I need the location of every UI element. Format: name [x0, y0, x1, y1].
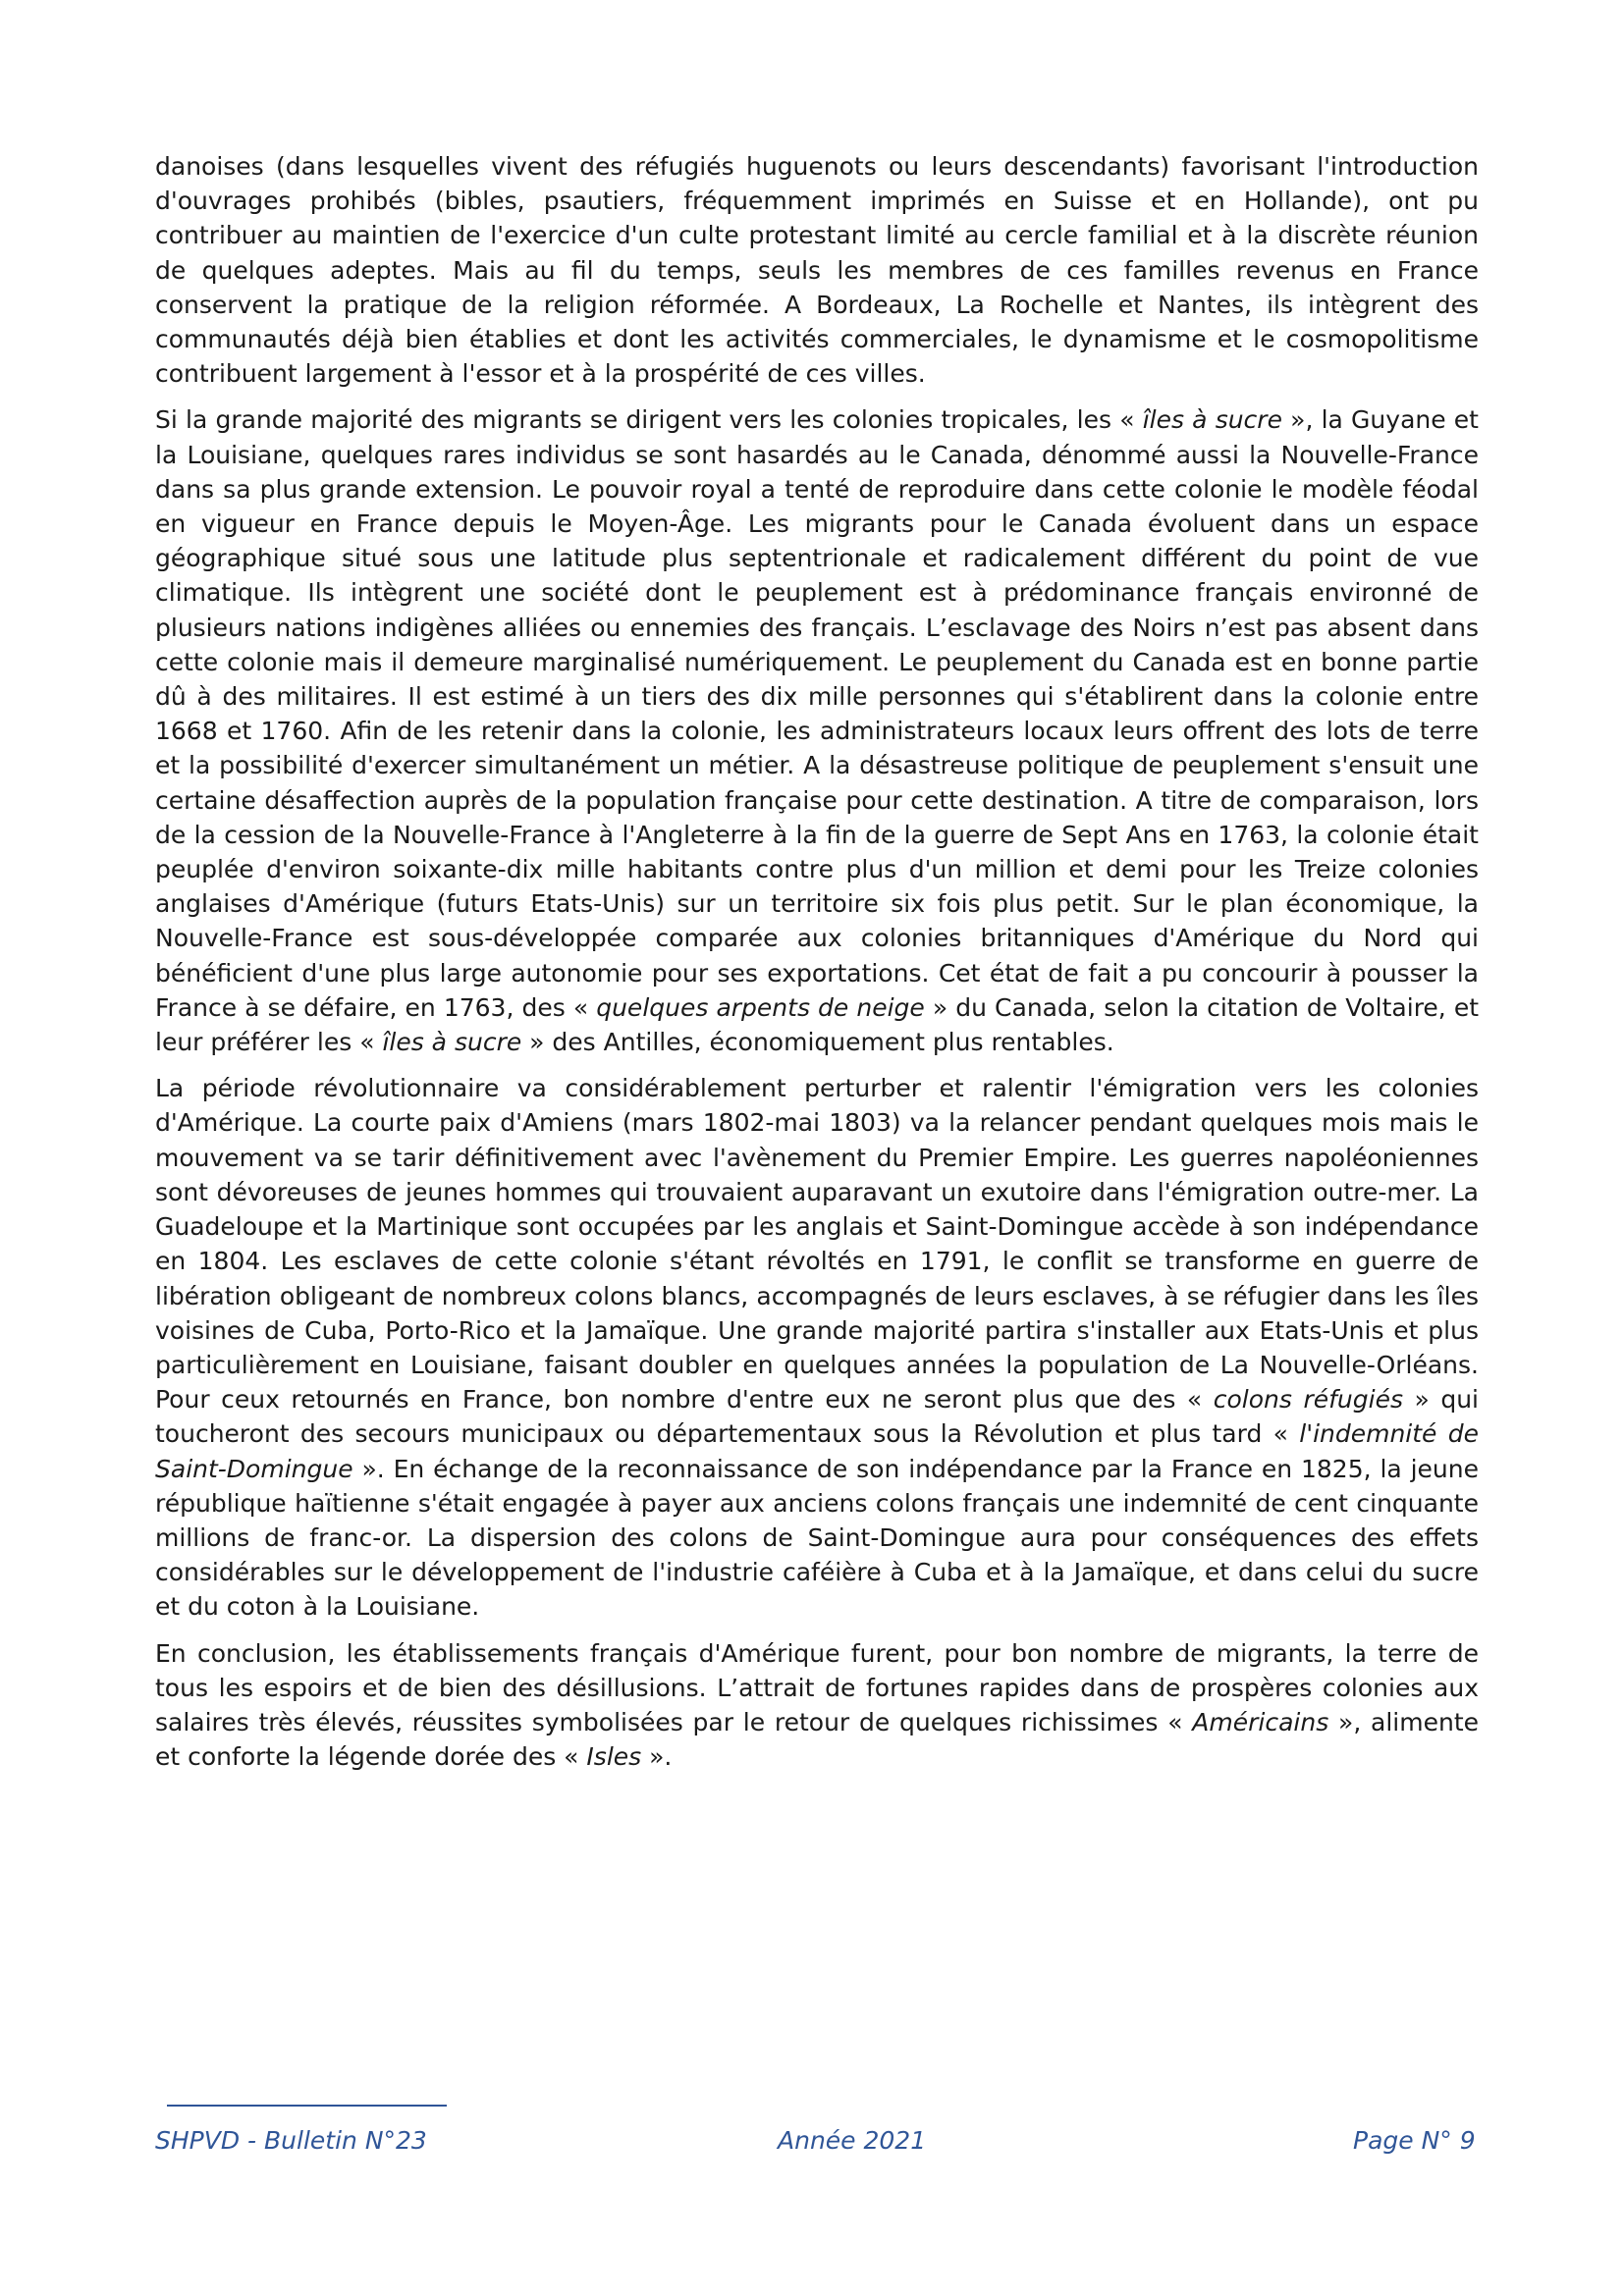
italic-phrase: Américains	[1192, 1707, 1329, 1736]
footer-page-number: Page N° 9	[1353, 2126, 1476, 2155]
italic-phrase: quelques arpents de neige	[596, 992, 925, 1022]
italic-phrase: Isles	[586, 1742, 642, 1772]
text-run: » du Canada, selon la citation de Voltaire, et leur préférer les «	[155, 992, 1480, 1057]
paragraph-1	[155, 149, 1479, 391]
text-run: » qui toucheront des secours municipaux ou départementaux sous la Révolution et plus tard «	[155, 1385, 1479, 1449]
footer-bulletin: SHPVD - Bulletin N°23	[155, 2126, 427, 2155]
paragraph-3	[155, 1071, 1479, 1624]
italic-phrase: îles à sucre	[382, 1028, 522, 1057]
text-run: », alimente et conforte la légende dorée des «	[155, 1707, 1480, 1772]
footer-rule	[167, 2105, 447, 2107]
text-run: La période révolutionnaire va considérablement perturber et ralentir l'émigration vers les colonies d'Amérique. La courte paix d'Amiens (mars 1802-mai 1803) va la relancer pendant quelques mois mais le mouvement va se tarir définitivement avec l'avènement du Premier Empire. Les guerres napoléoniennes sont dévoreuses de jeunes hommes qui trouvaient auparavant un exutoire dans l'émigration outre-mer. La Guadeloupe et la Martinique sont occupées par les anglais et Saint-Domingue accède à son indépendance en 1804. Les esclaves de cette colonie s'étant révoltés en 1791, le conflit se transforme en guerre de libération obligeant de nombreux colons blancs, accompagnés de leurs esclaves, à se réfugier dans les îles voisines de Cuba, Porto-Rico et la Jamaïque. Une grande majorité partira s'installer aux Etats-Unis et plus particulièrement en Louisiane, faisant doubler en quelques années la population de La Nouvelle-Orléans. Pour ceux retournés en France, bon nombre d'entre eux ne seront plus que des «	[155, 1074, 1479, 1415]
text-run: », la Guyane et la Louisiane, quelques rares individus se sont hasardés au le Canada, dénommé aussi la Nouvelle-France dans sa plus grande extension. Le pouvoir royal a tenté de reproduire dans cette colonie le modèle féodal en vigueur en France depuis le Moyen-Âge. Les migrants pour le Canada évoluent dans un espace géographique situé sous une latitude plus septentrionale et radicalement différent du point de vue climatique. Ils intègrent une société dont le peuplement est à prédominance français environné de plusieurs nations indigènes alliées ou ennemies des français. L’esclavage des Noirs n’est pas absent dans cette colonie mais il demeure marginalisé numériquement. Le peuplement du Canada est en bonne partie dû à des militaires. Il est estimé à un tiers des dix mille personnes qui s'établirent dans la colonie entre 1668 et 1760. Afin de les retenir dans la colonie, les administrateurs locaux leurs offrent des lots de terre et la possibilité d'exercer simultanément un métier. A la désastreuse politique de peuplement s'ensuit une certaine désaffection auprès de la population française pour cette destination. A titre de comparaison, lors de la cession de la Nouvelle-France à l'Angleterre à la fin de la guerre de Sept Ans en 1763, la colonie était peuplée d'environ soixante-dix mille habitants contre plus d'un million et demi pour les Treize colonies anglaises d'Amérique (futurs Etats-Unis) sur un territoire six fois plus petit. Sur le plan économique, la Nouvelle-France est sous-développée comparée aux colonies britanniques d'Amérique du Nord qui bénéficient d'une plus large autonomie pour ses exportations. Cet état de fait a pu concourir à pousser la France à se défaire, en 1763, des «	[155, 405, 1479, 1022]
text-run: ». En échange de la reconnaissance de son indépendance par la France en 1825, la jeune république haïtienne s'était engagée à payer aux anciens colons français une indemnité de cent cinquante millions de franc-or. La dispersion des colons de Saint-Domingue aura pour conséquences des effets considérables sur le développement de l'industrie caféière à Cuba et à la Jamaïque, et dans celui du sucre et du coton à la Louisiane.	[155, 1454, 1479, 1622]
text-run: En conclusion, les établissements français d'Amérique furent, pour bon nombre de migrants, la terre de tous les espoirs et de bien des désillusions. L’attrait de fortunes rapides dans de prospères colonies aux salaires très élevés, réussites symbolisées par le retour de quelques richissimes «	[155, 1638, 1479, 1736]
paragraph-4	[155, 1636, 1479, 1775]
text-run: Si la grande majorité des migrants se dirigent vers les colonies tropicales, les «	[155, 405, 1143, 435]
italic-phrase: îles à sucre	[1142, 405, 1282, 435]
italic-phrase: colons réfugiés	[1213, 1385, 1403, 1415]
footer-year: Année 2021	[778, 2126, 927, 2155]
text-run: » des Antilles, économiquement plus rentables.	[521, 1028, 1114, 1057]
paragraph-2	[155, 402, 1479, 1059]
text-run: ».	[641, 1742, 673, 1772]
text-run: danoises (dans lesquelles vivent des réfugiés huguenots ou leurs descendants) favorisant l'introduction d'ouvrages prohibés (bibles, psautiers, fréquemment imprimés en Suisse et en Hollande), ont pu contribuer au maintien de l'exercice d'un culte protestant limité au cercle familial et à la discrète réunion de quelques adeptes. Mais au fil du temps, seuls les membres de ces familles revenus en France conservent la pratique de la religion réformée. A Bordeaux, La Rochelle et Nantes, ils intègrent des communautés déjà bien établies et dont les activités commerciales, le dynamisme et le cosmopolitisme contribuent largement à l'essor et à la prospérité de ces villes.	[155, 152, 1479, 389]
article-body	[155, 149, 1479, 1786]
italic-phrase: l'indemnité de Saint-Domingue	[155, 1419, 1479, 1483]
